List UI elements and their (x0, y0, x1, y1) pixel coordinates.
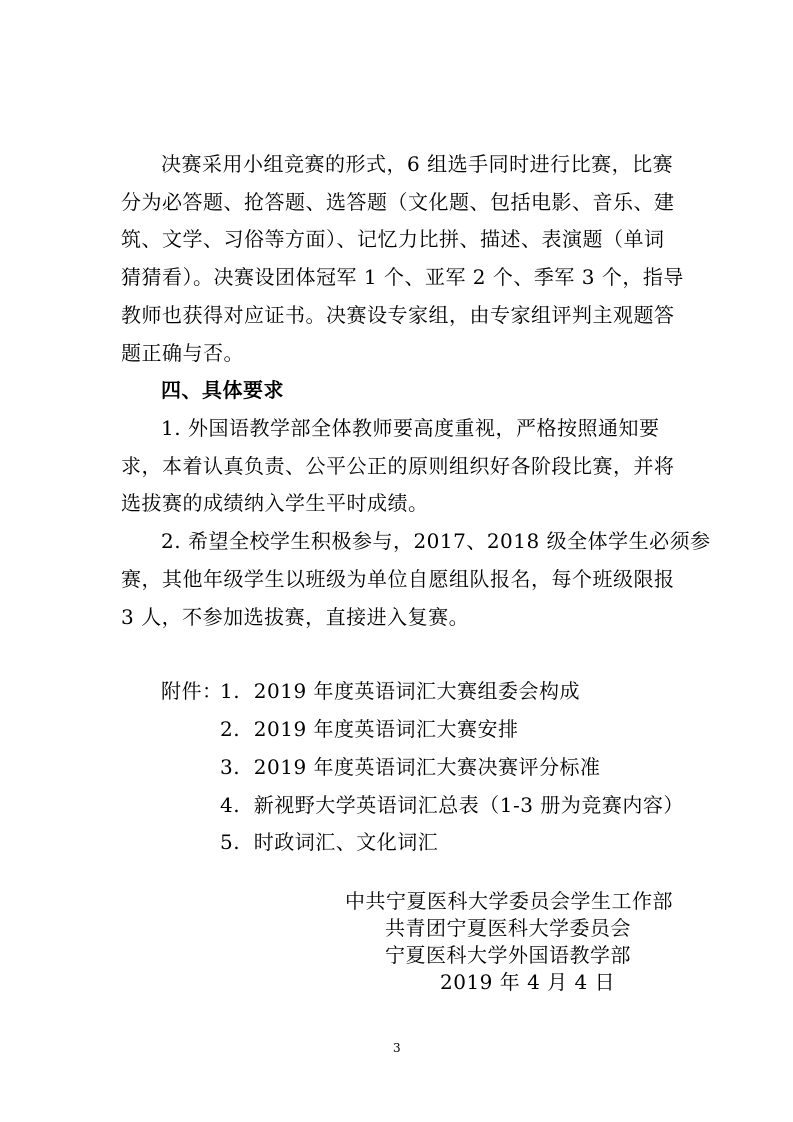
attachment-item: 5. 时政词汇、文化词汇 (220, 830, 439, 854)
attachment-item: 1. 2019 年度英语词汇大赛组委会构成 (220, 679, 581, 703)
attachment-item: 2. 2019 年度英语词汇大赛安排 (220, 717, 519, 741)
text-line: 1. 外国语教学部全体教师要高度重视，严格按照通知要 (161, 416, 660, 440)
attachments-label: 附件： (161, 679, 223, 703)
text-line: 决赛采用小组竞赛的形式，6 组选手同时进行比赛，比赛 (161, 152, 674, 176)
section-heading: 四、具体要求 (161, 378, 284, 402)
text-line: 教师也获得对应证书。决赛设专家组，由专家组评判主观题答 (121, 303, 675, 327)
text-line: 3 人，不参加选拔赛，直接进入复赛。 (121, 605, 470, 629)
text-line: 2. 希望全校学生积极参与，2017、2018 级全体学生必须参 (161, 529, 711, 553)
attachment-item: 3. 2019 年度英语词汇大赛决赛评分标准 (220, 755, 601, 779)
signature-date: 2019 年 4 月 4 日 (440, 970, 616, 994)
attachment-item: 4. 新视野大学英语词汇总表（1-3 册为竞赛内容） (220, 793, 684, 817)
text-line: 求，本着认真负责、公平公正的原则组织好各阶段比赛，并将 (121, 454, 675, 478)
text-line: 赛，其他年级学生以班级为单位自愿组队报名，每个班级限报 (121, 567, 675, 591)
text-line: 选拔赛的成绩纳入学生平时成绩。 (121, 491, 429, 515)
text-line: 筑、文学、习俗等方面）、记忆力比拼、描述、表演题（单词 (121, 227, 665, 251)
text-line: 题正确与否。 (121, 341, 244, 365)
text-line: 猜猜看）。决赛设团体冠军 1 个、亚军 2 个、季军 3 个，指导 (121, 265, 684, 289)
signature-org: 共青团宁夏医科大学委员会 (385, 916, 631, 940)
page-number: 3 (393, 1041, 401, 1055)
text-line: 分为必答题、抢答题、选答题（文化题、包括电影、音乐、建 (121, 190, 675, 214)
signature-org: 宁夏医科大学外国语教学部 (385, 943, 631, 967)
signature-org: 中共宁夏医科大学委员会学生工作部 (345, 889, 673, 913)
